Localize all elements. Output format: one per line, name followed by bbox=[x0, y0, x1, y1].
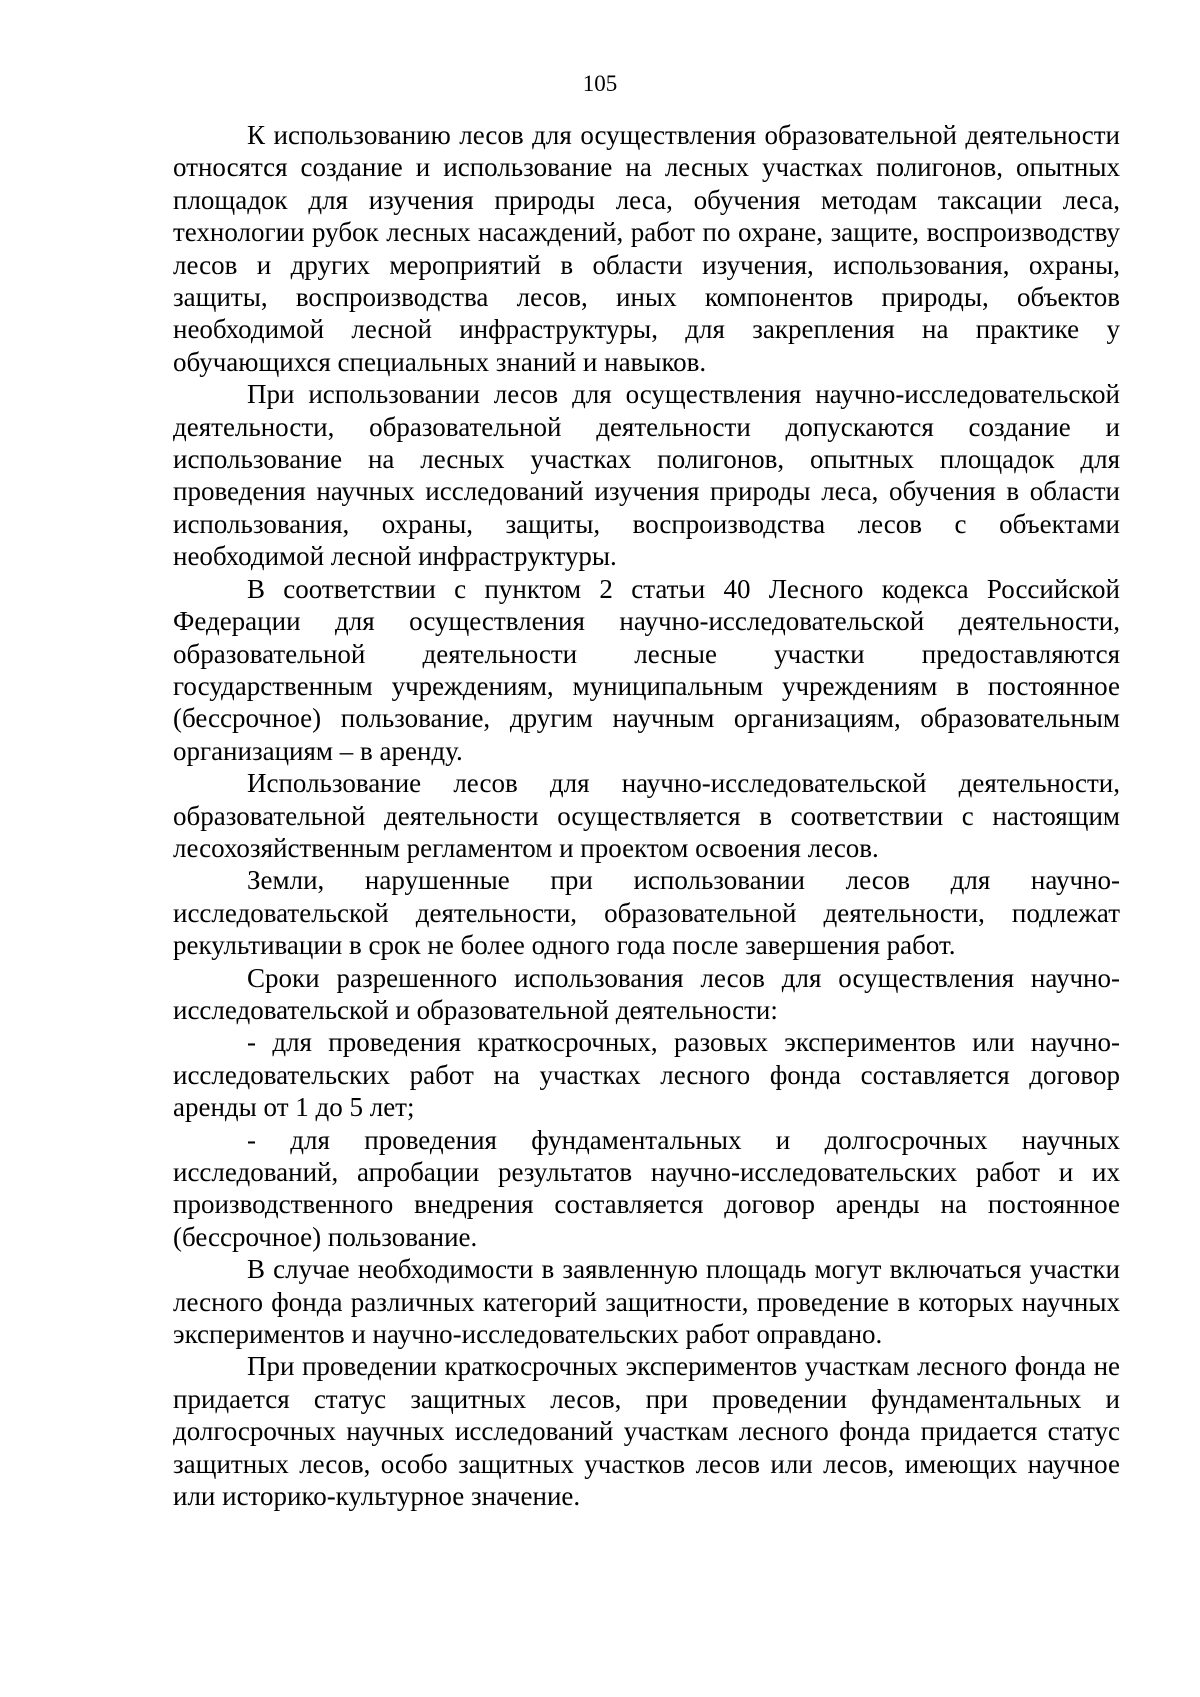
page-number: 105 bbox=[582, 71, 618, 96]
list-item-short-term-lease: - для проведения краткосрочных, разовых экспериментов или научно-исследовательских работ на участках лесного фонда составляется договор аренды от 1 до 5 лет; bbox=[173, 1027, 1120, 1123]
document-body bbox=[173, 119, 1120, 1512]
paragraph-protective-status: При проведении краткосрочных экспериментов участкам лесного фонда не придается статус защитных лесов, при проведении фундаментальных и долгосрочных научных исследований участкам лесного фонда придается статус защитных лесов, особо защитных участков лесов или лесов, имеющих научное или историко-культурное значение. bbox=[173, 1351, 1120, 1512]
paragraph-educational-use: К использованию лесов для осуществления образовательной деятельности относятся создание и использование на лесных участках полигонов, опытных площадок для изучения природы леса, обучения методам таксации леса, технологии рубок лесных насаждений, работ по охране, защите, воспроизводству лесов и других мероприятий в области изучения, использования, охраны, защиты, воспроизводства лесов, иных компонентов природы, объектов необходимой лесной инфраструктуры, для закрепления на практике у обучающихся специальных знаний и навыков. bbox=[173, 120, 1120, 377]
paragraph-forest-code-article: В соответствии с пунктом 2 статьи 40 Лесного кодекса Российской Федерации для осуществления научно-исследовательской деятельности, образовательной деятельности лесные участки предоставляются государственным учреждениям, муниципальным учреждениям в постоянное (бессрочное) пользование, другим научным организациям, образовательным организациям – в аренду. bbox=[173, 573, 1120, 766]
paragraph-regulation-compliance: Использование лесов для научно-исследовательской деятельности, образовательной деятельности осуществляется в соответствии с настоящим лесохозяйственным регламентом и проектом освоения лесов. bbox=[173, 768, 1120, 863]
paragraph-research-use: При использовании лесов для осуществления научно-исследовательской деятельности, образовательной деятельности допускаются создание и использование на лесных участках полигонов, опытных площадок для проведения научных исследований изучения природы леса, обучения в области использования, охраны, защиты, воспроизводства лесов с объектами необходимой лесной инфраструктуры. bbox=[173, 379, 1120, 572]
paragraph-protection-categories: В случае необходимости в заявленную площадь могут включаться участки лесного фонда различных категорий защитности, проведение в которых научных экспериментов и научно-исследовательских работ оправдано. bbox=[173, 1254, 1120, 1350]
paragraph-use-terms: Сроки разрешенного использования лесов для осуществления научно-исследовательской и образовательной деятельности: bbox=[173, 962, 1120, 1025]
paragraph-land-reclamation: Земли, нарушенные при использовании лесов для научно-исследовательской деятельности, образовательной деятельности, подлежат рекультивации в срок не более одного года после завершения работ. bbox=[173, 865, 1120, 961]
list-item-permanent-use: - для проведения фундаментальных и долгосрочных научных исследований, апробации результатов научно-исследовательских работ и их производственного внедрения составляется договор аренды на постоянное (бессрочное) пользование. bbox=[173, 1124, 1120, 1252]
